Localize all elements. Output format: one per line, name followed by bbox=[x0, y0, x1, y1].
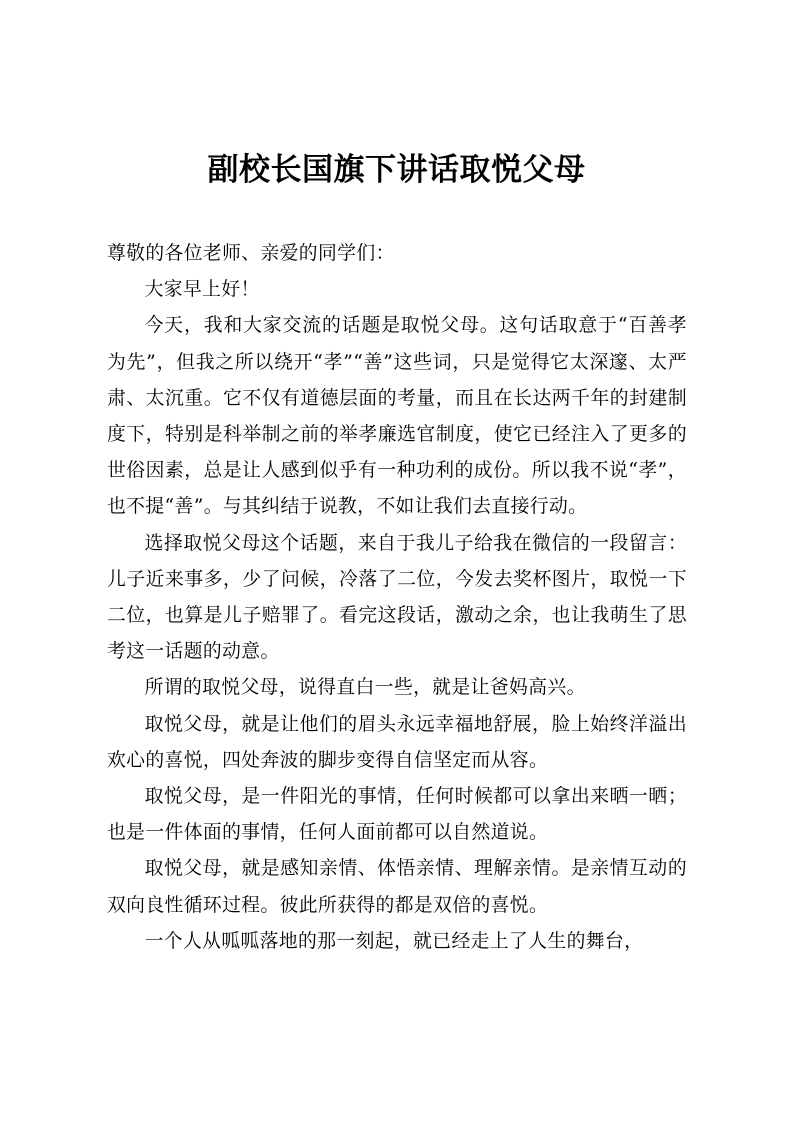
page-title: 副校长国旗下讲话取悦父母 bbox=[207, 152, 586, 188]
paragraph-meaning-2: 取悦父母，是一件阳光的事情，任何时候都可以拿出来晒一晒；也是一件体面的事情，任何人面前都可以自然道说。 bbox=[107, 786, 687, 844]
speech-body bbox=[107, 236, 687, 960]
paragraph-topic-intro: 今天，我和大家交流的话题是取悦父母。这句话取意于“百善孝为先”，但我之所以绕开“孝”“善”这些词，只是觉得它太深邃、太严肃、太沉重。它不仅有道德层面的考量，而且在长达两千年的封建制度下，特别是科举制之前的举孝廉选官制度，使它已经注入了更多的世俗因素，总是让人感到似乎有一种功利的成份。所以我不说“孝”，也不提“善”。与其纠结于说教，不如让我们去直接行动。 bbox=[107, 315, 687, 518]
paragraph-meaning-1: 取悦父母，就是让他们的眉头永远幸福地舒展，脸上始终洋溢出欢心的喜悦，四处奔波的脚步变得自信坚定而从容。 bbox=[107, 713, 687, 771]
paragraph-meaning-3: 取悦父母，就是感知亲情、体悟亲情、理解亲情。是亲情互动的双向良性循环过程。彼此所获得的都是双倍的喜悦。 bbox=[107, 858, 687, 916]
paragraph-life-stage: 一个人从呱呱落地的那一刻起，就已经走上了人生的舞台， bbox=[144, 930, 644, 952]
salutation: 尊敬的各位老师、亲爱的同学们： bbox=[107, 243, 395, 264]
paragraph-topic-origin: 选择取悦父母这个话题，来自于我儿子给我在微信的一段留言：儿子近来事多，少了问候，冷落了二位，今发去奖杯图片，取悦一下二位，也算是儿子赔罪了。看完这段话，激动之余，也让我萌生了思考这一话题的动意。 bbox=[107, 532, 687, 663]
paragraph-definition: 所谓的取悦父母，说得直白一些，就是让爸妈高兴。 bbox=[144, 677, 586, 699]
paragraph-greeting: 大家早上好！ bbox=[144, 279, 260, 301]
